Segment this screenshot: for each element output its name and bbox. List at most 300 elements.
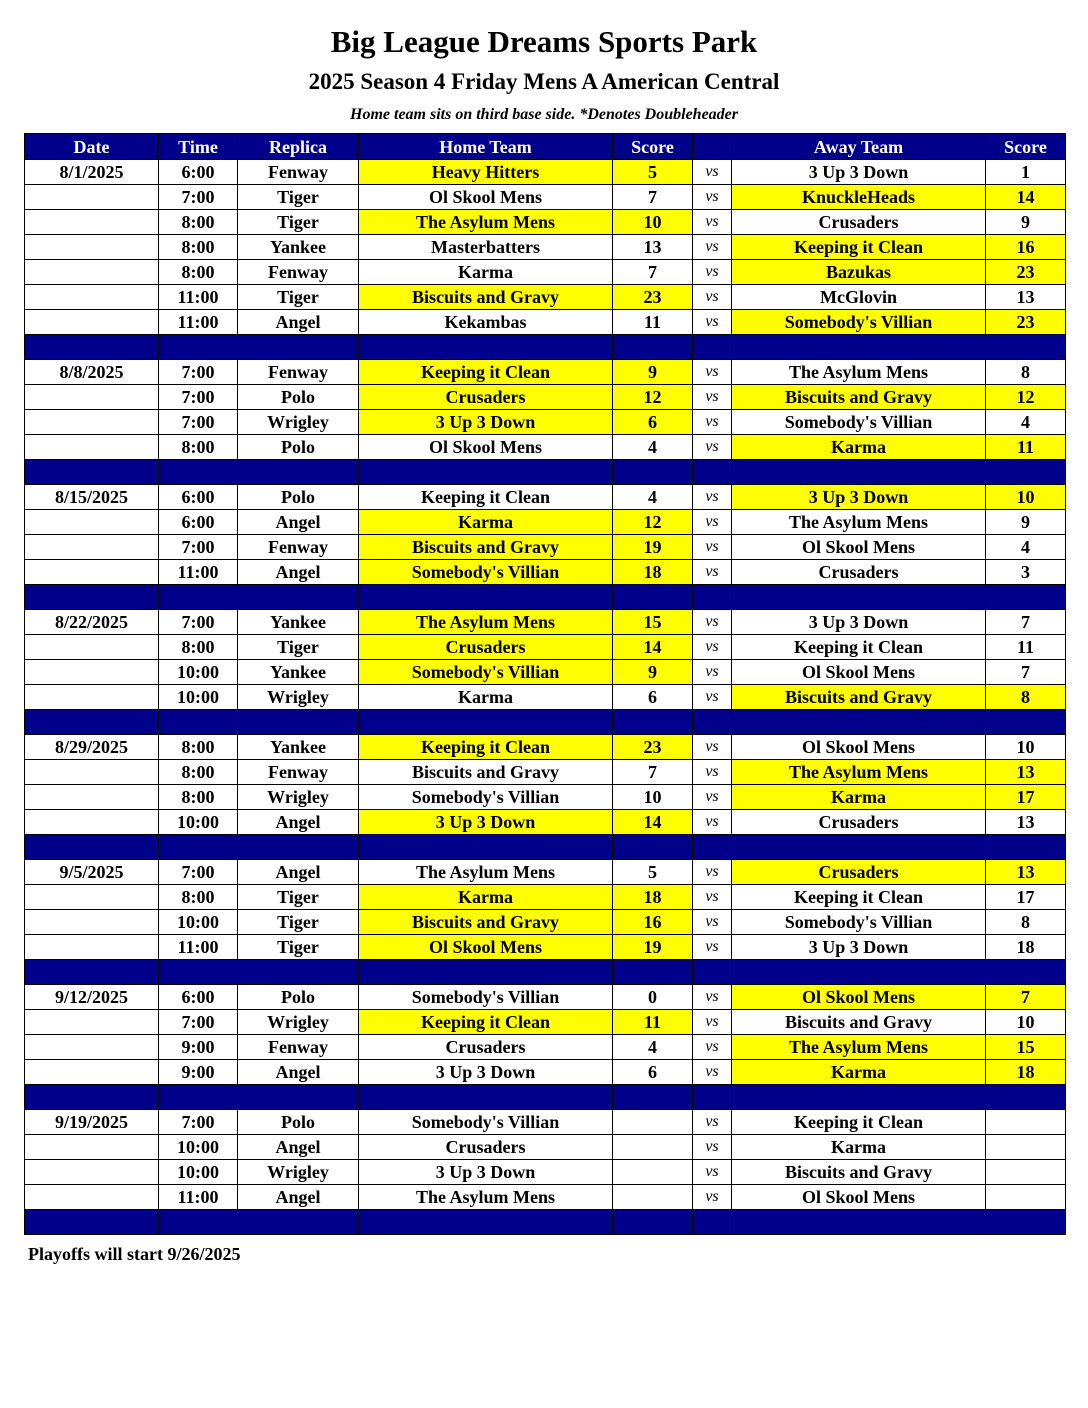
week-separator	[25, 335, 1066, 360]
game-field: Tiger	[238, 885, 359, 910]
game-date	[25, 885, 159, 910]
game-date	[25, 260, 159, 285]
game-date: 9/19/2025	[25, 1110, 159, 1135]
away-score: 7	[986, 610, 1066, 635]
game-row	[25, 210, 1066, 235]
home-team: Keeping it Clean	[359, 360, 613, 385]
home-team: Masterbatters	[359, 235, 613, 260]
game-date: 8/15/2025	[25, 485, 159, 510]
game-row	[25, 1060, 1066, 1085]
game-date	[25, 1135, 159, 1160]
game-row	[25, 185, 1066, 210]
game-time: 10:00	[159, 1160, 238, 1185]
game-field: Angel	[238, 860, 359, 885]
vs-label: vs	[693, 885, 732, 910]
game-time: 6:00	[159, 485, 238, 510]
game-field: Wrigley	[238, 410, 359, 435]
game-row	[25, 285, 1066, 310]
home-score: 10	[613, 210, 693, 235]
separator-cell	[693, 710, 732, 735]
game-time: 10:00	[159, 810, 238, 835]
away-team: Somebody's Villian	[732, 310, 986, 335]
away-team: McGlovin	[732, 285, 986, 310]
home-team: Keeping it Clean	[359, 485, 613, 510]
away-score: 18	[986, 1060, 1066, 1085]
away-team: Crusaders	[732, 210, 986, 235]
away-team: Biscuits and Gravy	[732, 685, 986, 710]
game-row	[25, 785, 1066, 810]
away-score: 8	[986, 910, 1066, 935]
vs-label: vs	[693, 285, 732, 310]
home-score: 19	[613, 935, 693, 960]
away-score: 15	[986, 1035, 1066, 1060]
away-team: The Asylum Mens	[732, 1035, 986, 1060]
separator-cell	[986, 335, 1066, 360]
home-score: 15	[613, 610, 693, 635]
week-separator	[25, 960, 1066, 985]
home-team: Biscuits and Gravy	[359, 910, 613, 935]
game-date	[25, 760, 159, 785]
game-time: 6:00	[159, 510, 238, 535]
col-time: Time	[159, 134, 238, 160]
separator-cell	[613, 335, 693, 360]
home-score: 7	[613, 185, 693, 210]
game-date	[25, 1035, 159, 1060]
separator-cell	[159, 835, 238, 860]
away-score	[986, 1135, 1066, 1160]
separator-cell	[986, 960, 1066, 985]
vs-label: vs	[693, 985, 732, 1010]
vs-label: vs	[693, 235, 732, 260]
home-team: Somebody's Villian	[359, 560, 613, 585]
game-row	[25, 1110, 1066, 1135]
game-date	[25, 1160, 159, 1185]
vs-label: vs	[693, 1135, 732, 1160]
away-team: The Asylum Mens	[732, 510, 986, 535]
game-date: 9/12/2025	[25, 985, 159, 1010]
away-team: Keeping it Clean	[732, 885, 986, 910]
game-date: 8/22/2025	[25, 610, 159, 635]
separator-cell	[613, 1085, 693, 1110]
home-team: Biscuits and Gravy	[359, 760, 613, 785]
separator-cell	[613, 835, 693, 860]
vs-label: vs	[693, 910, 732, 935]
game-row	[25, 560, 1066, 585]
game-date	[25, 1010, 159, 1035]
home-team: 3 Up 3 Down	[359, 810, 613, 835]
separator-cell	[238, 1085, 359, 1110]
separator-cell	[25, 1210, 159, 1235]
vs-label: vs	[693, 510, 732, 535]
home-score	[613, 1160, 693, 1185]
separator-cell	[238, 460, 359, 485]
game-row	[25, 610, 1066, 635]
vs-label: vs	[693, 860, 732, 885]
home-team: 3 Up 3 Down	[359, 1160, 613, 1185]
playoffs-note: Playoffs will start 9/26/2025	[28, 1244, 241, 1264]
home-score: 0	[613, 985, 693, 1010]
separator-cell	[613, 960, 693, 985]
separator-cell	[732, 335, 986, 360]
away-team: Karma	[732, 1060, 986, 1085]
game-time: 11:00	[159, 285, 238, 310]
separator-cell	[25, 710, 159, 735]
home-team: Somebody's Villian	[359, 985, 613, 1010]
game-field: Angel	[238, 810, 359, 835]
home-score: 16	[613, 910, 693, 935]
home-score: 18	[613, 885, 693, 910]
game-field: Wrigley	[238, 685, 359, 710]
separator-cell	[159, 335, 238, 360]
game-row	[25, 885, 1066, 910]
away-score: 17	[986, 885, 1066, 910]
separator-cell	[693, 835, 732, 860]
separator-cell	[238, 585, 359, 610]
col-away-score: Score	[986, 134, 1066, 160]
home-team: Ol Skool Mens	[359, 435, 613, 460]
game-row	[25, 1185, 1066, 1210]
home-score: 5	[613, 160, 693, 185]
separator-cell	[359, 1210, 613, 1235]
game-row	[25, 310, 1066, 335]
game-row	[25, 685, 1066, 710]
separator-cell	[25, 1085, 159, 1110]
game-time: 8:00	[159, 760, 238, 785]
away-team: Karma	[732, 1135, 986, 1160]
away-team: Ol Skool Mens	[732, 535, 986, 560]
home-team: Karma	[359, 685, 613, 710]
separator-cell	[986, 460, 1066, 485]
col-replica: Replica	[238, 134, 359, 160]
separator-cell	[732, 1085, 986, 1110]
week-separator	[25, 460, 1066, 485]
home-team: 3 Up 3 Down	[359, 410, 613, 435]
week-separator	[25, 710, 1066, 735]
game-time: 11:00	[159, 560, 238, 585]
game-time: 7:00	[159, 610, 238, 635]
vs-label: vs	[693, 1060, 732, 1085]
game-row	[25, 260, 1066, 285]
col-home-team: Home Team	[359, 134, 613, 160]
game-row	[25, 860, 1066, 885]
game-field: Polo	[238, 485, 359, 510]
home-score: 10	[613, 785, 693, 810]
away-score: 12	[986, 385, 1066, 410]
game-time: 7:00	[159, 1110, 238, 1135]
game-field: Wrigley	[238, 785, 359, 810]
separator-cell	[613, 1210, 693, 1235]
vs-label: vs	[693, 635, 732, 660]
away-score: 9	[986, 510, 1066, 535]
home-team: The Asylum Mens	[359, 860, 613, 885]
game-date	[25, 810, 159, 835]
home-score	[613, 1110, 693, 1135]
away-score: 13	[986, 285, 1066, 310]
away-score: 18	[986, 935, 1066, 960]
game-date: 8/29/2025	[25, 735, 159, 760]
away-score: 10	[986, 1010, 1066, 1035]
away-team: 3 Up 3 Down	[732, 610, 986, 635]
home-score: 7	[613, 760, 693, 785]
home-team: Karma	[359, 510, 613, 535]
col-home-score: Score	[613, 134, 693, 160]
game-row	[25, 160, 1066, 185]
away-team: Ol Skool Mens	[732, 985, 986, 1010]
game-time: 11:00	[159, 935, 238, 960]
home-score: 23	[613, 285, 693, 310]
home-score: 6	[613, 410, 693, 435]
game-date	[25, 785, 159, 810]
game-field: Fenway	[238, 535, 359, 560]
game-row	[25, 910, 1066, 935]
game-time: 11:00	[159, 1185, 238, 1210]
away-team: Bazukas	[732, 260, 986, 285]
game-field: Fenway	[238, 160, 359, 185]
week-separator	[25, 585, 1066, 610]
game-time: 8:00	[159, 735, 238, 760]
header-row	[25, 134, 1066, 160]
home-score: 12	[613, 510, 693, 535]
separator-cell	[238, 710, 359, 735]
away-score: 9	[986, 210, 1066, 235]
game-date	[25, 935, 159, 960]
separator-cell	[732, 585, 986, 610]
away-score: 17	[986, 785, 1066, 810]
separator-cell	[732, 460, 986, 485]
home-team: Heavy Hitters	[359, 160, 613, 185]
game-date	[25, 1060, 159, 1085]
away-team: The Asylum Mens	[732, 360, 986, 385]
game-row	[25, 485, 1066, 510]
separator-cell	[159, 1210, 238, 1235]
home-team: The Asylum Mens	[359, 610, 613, 635]
separator-cell	[613, 460, 693, 485]
game-field: Polo	[238, 985, 359, 1010]
vs-label: vs	[693, 210, 732, 235]
game-time: 9:00	[159, 1060, 238, 1085]
separator-cell	[693, 1085, 732, 1110]
away-team: Crusaders	[732, 860, 986, 885]
game-time: 8:00	[159, 785, 238, 810]
game-time: 11:00	[159, 310, 238, 335]
game-row	[25, 760, 1066, 785]
game-field: Angel	[238, 1185, 359, 1210]
vs-label: vs	[693, 160, 732, 185]
away-score: 4	[986, 535, 1066, 560]
home-score	[613, 1135, 693, 1160]
game-field: Angel	[238, 310, 359, 335]
away-score: 13	[986, 810, 1066, 835]
game-field: Angel	[238, 510, 359, 535]
away-team: Somebody's Villian	[732, 410, 986, 435]
away-team: Biscuits and Gravy	[732, 385, 986, 410]
home-team: Somebody's Villian	[359, 1110, 613, 1135]
game-field: Yankee	[238, 610, 359, 635]
game-date	[25, 185, 159, 210]
separator-cell	[732, 710, 986, 735]
away-score: 11	[986, 635, 1066, 660]
home-score: 6	[613, 1060, 693, 1085]
separator-cell	[159, 460, 238, 485]
away-team: Keeping it Clean	[732, 635, 986, 660]
vs-label: vs	[693, 360, 732, 385]
game-field: Fenway	[238, 360, 359, 385]
away-team: Somebody's Villian	[732, 910, 986, 935]
separator-cell	[359, 1085, 613, 1110]
away-score: 13	[986, 860, 1066, 885]
week-separator	[25, 835, 1066, 860]
game-time: 8:00	[159, 235, 238, 260]
away-team: Karma	[732, 435, 986, 460]
home-score: 14	[613, 810, 693, 835]
game-time: 7:00	[159, 385, 238, 410]
vs-label: vs	[693, 685, 732, 710]
game-date	[25, 635, 159, 660]
vs-label: vs	[693, 185, 732, 210]
game-field: Angel	[238, 560, 359, 585]
separator-cell	[359, 835, 613, 860]
schedule-table	[24, 133, 1066, 1235]
game-date	[25, 310, 159, 335]
home-score: 5	[613, 860, 693, 885]
game-time: 6:00	[159, 985, 238, 1010]
away-team: 3 Up 3 Down	[732, 485, 986, 510]
vs-label: vs	[693, 535, 732, 560]
home-team: Kekambas	[359, 310, 613, 335]
separator-cell	[986, 835, 1066, 860]
separator-cell	[359, 960, 613, 985]
vs-label: vs	[693, 310, 732, 335]
home-score: 4	[613, 485, 693, 510]
home-score: 14	[613, 635, 693, 660]
vs-label: vs	[693, 1010, 732, 1035]
away-score: 14	[986, 185, 1066, 210]
game-time: 7:00	[159, 185, 238, 210]
home-score: 4	[613, 435, 693, 460]
game-time: 7:00	[159, 410, 238, 435]
game-field: Yankee	[238, 235, 359, 260]
game-date	[25, 910, 159, 935]
game-date	[25, 535, 159, 560]
game-row	[25, 1035, 1066, 1060]
game-date: 9/5/2025	[25, 860, 159, 885]
home-team: Somebody's Villian	[359, 660, 613, 685]
home-team: Karma	[359, 260, 613, 285]
game-row	[25, 735, 1066, 760]
vs-label: vs	[693, 485, 732, 510]
home-team: Crusaders	[359, 1135, 613, 1160]
separator-cell	[25, 835, 159, 860]
game-field: Yankee	[238, 735, 359, 760]
separator-cell	[238, 835, 359, 860]
away-team: The Asylum Mens	[732, 760, 986, 785]
game-row	[25, 985, 1066, 1010]
home-score: 6	[613, 685, 693, 710]
game-time: 8:00	[159, 885, 238, 910]
away-team: Ol Skool Mens	[732, 735, 986, 760]
separator-cell	[732, 960, 986, 985]
away-score	[986, 1185, 1066, 1210]
home-score: 12	[613, 385, 693, 410]
game-date	[25, 510, 159, 535]
separator-cell	[986, 1085, 1066, 1110]
separator-cell	[986, 710, 1066, 735]
page-title: Big League Dreams Sports Park	[330, 24, 758, 59]
game-field: Polo	[238, 435, 359, 460]
home-team: Karma	[359, 885, 613, 910]
separator-cell	[159, 960, 238, 985]
game-date	[25, 410, 159, 435]
col-vs	[693, 134, 732, 160]
game-field: Tiger	[238, 185, 359, 210]
game-field: Wrigley	[238, 1010, 359, 1035]
away-score: 8	[986, 685, 1066, 710]
home-team: Biscuits and Gravy	[359, 535, 613, 560]
game-time: 7:00	[159, 860, 238, 885]
game-field: Angel	[238, 1135, 359, 1160]
home-team: 3 Up 3 Down	[359, 1060, 613, 1085]
game-time: 7:00	[159, 360, 238, 385]
home-team: The Asylum Mens	[359, 210, 613, 235]
home-score	[613, 1185, 693, 1210]
away-score: 8	[986, 360, 1066, 385]
away-team: KnuckleHeads	[732, 185, 986, 210]
separator-cell	[732, 1210, 986, 1235]
game-date	[25, 660, 159, 685]
home-score: 7	[613, 260, 693, 285]
away-team: 3 Up 3 Down	[732, 935, 986, 960]
game-row	[25, 1010, 1066, 1035]
away-team: Crusaders	[732, 810, 986, 835]
home-team: Crusaders	[359, 635, 613, 660]
vs-label: vs	[693, 660, 732, 685]
home-score: 9	[613, 360, 693, 385]
home-team: Ol Skool Mens	[359, 935, 613, 960]
game-time: 8:00	[159, 635, 238, 660]
away-score: 16	[986, 235, 1066, 260]
vs-label: vs	[693, 785, 732, 810]
game-row	[25, 510, 1066, 535]
separator-cell	[359, 585, 613, 610]
game-row	[25, 535, 1066, 560]
game-date	[25, 560, 159, 585]
away-team: Ol Skool Mens	[732, 1185, 986, 1210]
game-time: 7:00	[159, 535, 238, 560]
game-row	[25, 1135, 1066, 1160]
away-score: 4	[986, 410, 1066, 435]
game-date: 8/8/2025	[25, 360, 159, 385]
separator-cell	[159, 1085, 238, 1110]
vs-label: vs	[693, 610, 732, 635]
game-date	[25, 385, 159, 410]
col-date: Date	[25, 134, 159, 160]
game-row	[25, 435, 1066, 460]
away-score: 3	[986, 560, 1066, 585]
separator-cell	[613, 585, 693, 610]
game-row	[25, 410, 1066, 435]
separator-cell	[986, 1210, 1066, 1235]
away-score	[986, 1110, 1066, 1135]
game-row	[25, 1160, 1066, 1185]
game-date	[25, 685, 159, 710]
game-field: Yankee	[238, 660, 359, 685]
home-score: 19	[613, 535, 693, 560]
home-score: 18	[613, 560, 693, 585]
separator-cell	[238, 1210, 359, 1235]
away-team: Biscuits and Gravy	[732, 1160, 986, 1185]
vs-label: vs	[693, 1160, 732, 1185]
home-score: 11	[613, 310, 693, 335]
